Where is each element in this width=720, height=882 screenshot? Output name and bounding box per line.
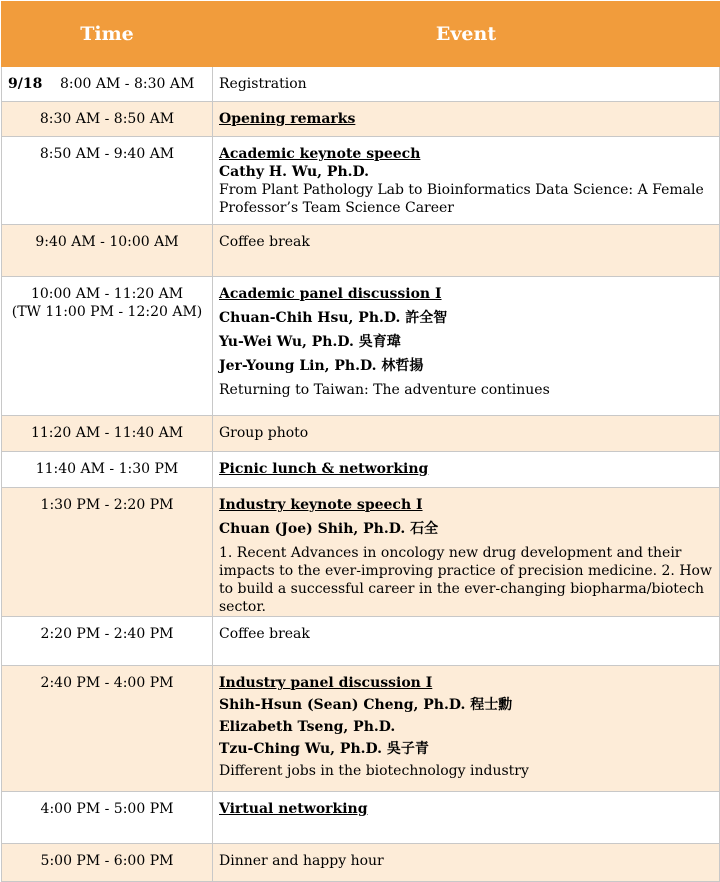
table-row	[2, 277, 720, 416]
time-cell	[2, 452, 213, 488]
talk-description: From Plant Pathology Lab to Bioinformatics Data Science: A Female Professor’s Team Science Career	[219, 182, 704, 216]
table-row	[2, 488, 720, 617]
event-title: Academic keynote speech	[219, 146, 421, 162]
event-title: Industry panel discussion I	[219, 675, 433, 691]
event-title: Picnic lunch & networking	[219, 461, 429, 477]
event-cell	[213, 102, 720, 137]
date-label: 9/18	[8, 76, 43, 92]
panelist-name: Elizabeth Tseng, Ph.D.	[219, 719, 396, 735]
event-cell	[213, 67, 720, 102]
time-range: 2:40 PM - 4:00 PM	[40, 675, 174, 691]
time-cell	[2, 137, 213, 225]
time-range: 11:20 AM - 11:40 AM	[30, 425, 184, 441]
table-row	[2, 225, 720, 277]
table-row	[2, 137, 720, 225]
time-range: 4:00 PM - 5:00 PM	[40, 801, 174, 817]
event-cell	[213, 416, 720, 452]
event-cell	[213, 792, 720, 844]
time-range: 1:30 PM - 2:20 PM	[40, 497, 174, 513]
event-title: Industry keynote speech I	[219, 497, 423, 513]
event-cell	[213, 452, 720, 488]
panelist-name: Chuan-Chih Hsu, Ph.D. 許全智	[219, 310, 448, 326]
panelist-name: Jer-Young Lin, Ph.D. 林哲揚	[219, 358, 424, 374]
panel-description: Different jobs in the biotechnology industry	[219, 763, 529, 779]
table-row	[2, 67, 720, 102]
table-row	[2, 102, 720, 137]
panelist-name: Tzu-Ching Wu, Ph.D. 吳子青	[219, 741, 429, 757]
event-title: Opening remarks	[219, 111, 356, 127]
event-text: Dinner and happy hour	[219, 853, 384, 869]
time-cell	[2, 792, 213, 844]
time-cell	[2, 225, 213, 277]
header-row	[2, 2, 720, 67]
event-cell	[213, 137, 720, 225]
time-cell	[2, 416, 213, 452]
table-row	[2, 666, 720, 792]
time-cell	[2, 488, 213, 617]
event-cell	[213, 488, 720, 617]
time-cell	[2, 277, 213, 416]
time-cell	[2, 67, 213, 102]
event-text: Coffee break	[219, 626, 310, 642]
time-cell	[2, 102, 213, 137]
event-cell	[213, 277, 720, 416]
time-range: 5:00 PM - 6:00 PM	[40, 853, 174, 869]
panel-description: Returning to Taiwan: The adventure continues	[219, 382, 550, 398]
time-range: 11:40 AM - 1:30 PM	[35, 461, 179, 477]
taiwan-time-range: (TW 11:00 PM - 12:20 AM)	[11, 304, 203, 320]
event-title: Virtual networking	[219, 801, 368, 817]
time-range: 8:30 AM - 8:50 AM	[39, 111, 175, 127]
table-row	[2, 792, 720, 844]
event-text: Group photo	[219, 425, 309, 441]
panelist-name: Yu-Wei Wu, Ph.D. 吳育瑋	[219, 334, 401, 350]
time-cell	[2, 617, 213, 666]
event-title: Academic panel discussion I	[219, 286, 442, 302]
time-range: 8:50 AM - 9:40 AM	[39, 146, 175, 162]
event-cell	[213, 225, 720, 277]
table-row	[2, 617, 720, 666]
talk-description: 1. Recent Advances in oncology new drug development and their impacts to the ever-improving practice of precision medicine. 2. How to build a successful career in the ever-changing biopharma/biotech sector.	[219, 545, 712, 615]
speaker-name: Chuan (Joe) Shih, Ph.D. 石全	[219, 521, 439, 537]
event-cell	[213, 666, 720, 792]
time-range: 10:00 AM - 11:20 AM	[30, 286, 184, 302]
time-range: 9:40 AM - 10:00 AM	[35, 234, 179, 250]
table-row	[2, 452, 720, 488]
time-range: 2:20 PM - 2:40 PM	[40, 626, 174, 642]
time-range: 8:00 AM - 8:30 AM	[60, 76, 195, 92]
time-cell	[2, 666, 213, 792]
time-header: Time	[2, 2, 213, 67]
table-row	[2, 416, 720, 452]
event-cell	[213, 844, 720, 882]
schedule-table	[1, 1, 720, 882]
event-text: Registration	[219, 76, 307, 92]
panelist-name: Shih-Hsun (Sean) Cheng, Ph.D. 程士勳	[219, 697, 513, 713]
time-cell	[2, 844, 213, 882]
event-text: Coffee break	[219, 234, 310, 250]
speaker-name: Cathy H. Wu, Ph.D.	[219, 164, 370, 180]
table-row	[2, 844, 720, 882]
event-header: Event	[213, 2, 720, 67]
event-cell	[213, 617, 720, 666]
